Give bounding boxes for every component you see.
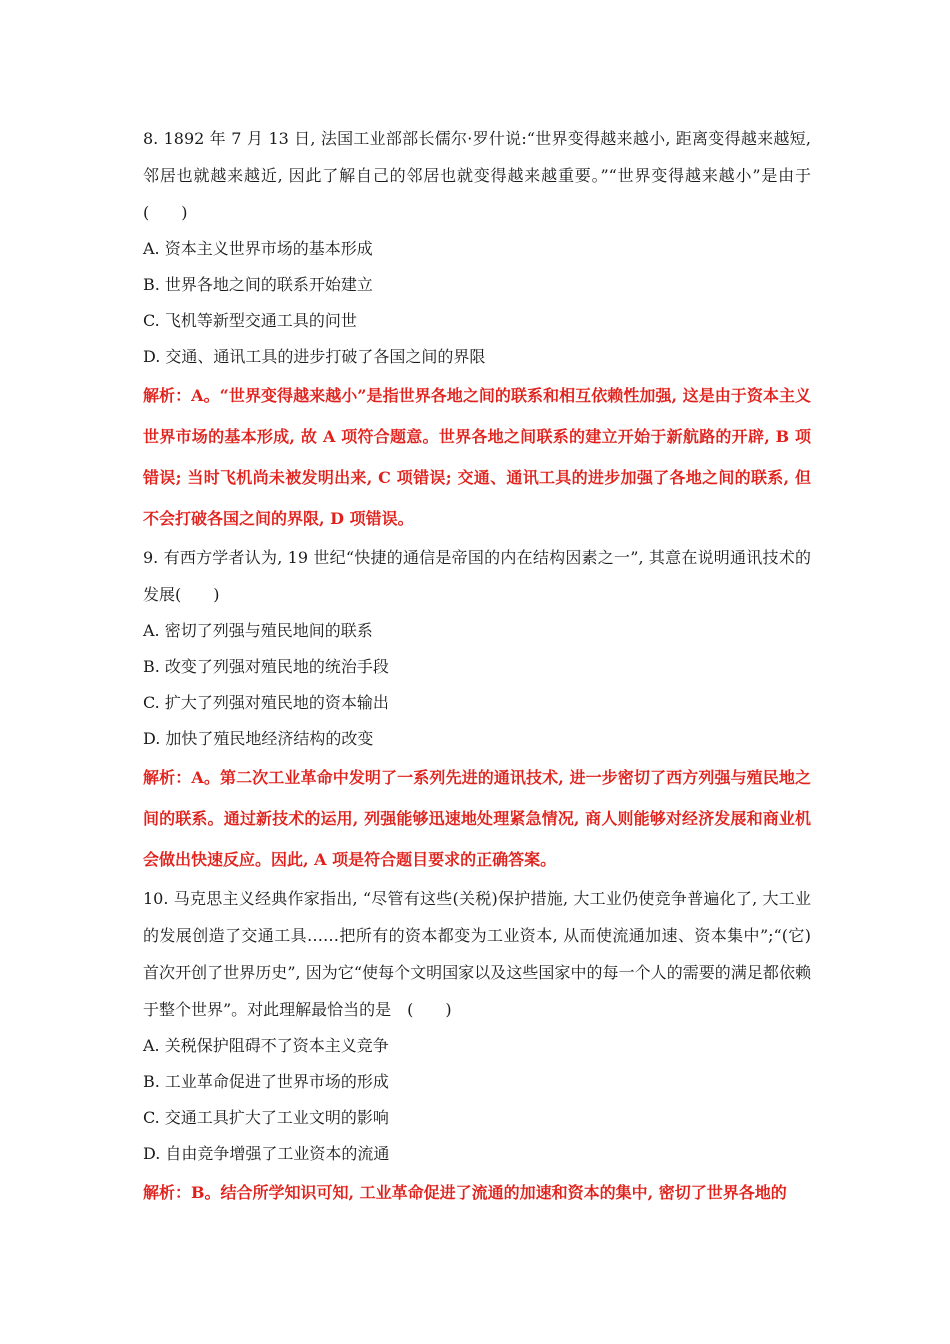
- answer-analysis-truncated: [143, 1172, 811, 1204]
- answer-analysis: 解析：A。“世界变得越来越小”是指世界各地之间的联系和相互依赖性加强, 这是由于资本主义世界市场的基本形成, 故 A 项符合题意。世界各地之间联系的建立开始于新航路的开辟, B 项错误; 当时飞机尚未被发明出来, C 项错误; 交通、通讯工具的进步加强了各地之间的联系, 但不会打破各国之间的界限, D 项错误。: [143, 386, 811, 528]
- answer-analysis: 解析：A。第二次工业革命中发明了一系列先进的通讯技术, 进一步密切了西方列强与殖民地之间的联系。通过新技术的运用, 列强能够迅速地处理紧急情况, 商人则能够对经济发展和商业机会做出快速反应。因此, A 项是符合题目要求的正确答案。: [143, 768, 811, 869]
- question-stem: 9. 有西方学者认为, 19 世纪“快捷的通信是帝国的内在结构因素之一”, 其意在说明通讯技术的发展( ): [143, 548, 811, 604]
- option-a: A. 资本主义世界市场的基本形成: [143, 239, 373, 258]
- option-d: D. 自由竞争增强了工业资本的流通: [143, 1144, 390, 1163]
- option-b: B. 改变了列强对殖民地的统治手段: [143, 657, 389, 676]
- option-a: A. 密切了列强与殖民地间的联系: [143, 621, 373, 640]
- question-10: [143, 880, 811, 1204]
- option-c: C. 交通工具扩大了工业文明的影响: [143, 1108, 389, 1127]
- question-9: [143, 539, 811, 880]
- document-page: [143, 120, 811, 1204]
- question-stem: 8. 1892 年 7 月 13 日, 法国工业部部长儒尔·罗什说:“世界变得越来越小, 距离变得越来越短, 邻居也就越来越近, 因此了解自己的邻居也就变得越来越重要。”“世界变得越来越小”是由于( ): [143, 129, 811, 222]
- option-c: C. 飞机等新型交通工具的问世: [143, 311, 357, 330]
- option-b: B. 工业革命促进了世界市场的形成: [143, 1072, 389, 1091]
- answer-analysis: 解析：B。结合所学知识可知, 工业革命促进了流通的加速和资本的集中, 密切了世界各地的: [143, 1183, 787, 1202]
- option-d: D. 加快了殖民地经济结构的改变: [143, 729, 374, 748]
- option-b: B. 世界各地之间的联系开始建立: [143, 275, 373, 294]
- question-stem: 10. 马克思主义经典作家指出, “尽管有这些(关税)保护措施, 大工业仍使竞争普遍化了, 大工业的发展创造了交通工具……把所有的资本都变为工业资本, 从而使流通加速、资本集中”;“(它)首次开创了世界历史”, 因为它“使每个文明国家以及这些国家中的每一个人的需要的满足都依赖于整个世界”。对此理解最恰当的是 ( ): [143, 889, 811, 1019]
- question-8: [143, 120, 811, 539]
- option-a: A. 关税保护阻碍不了资本主义竞争: [143, 1036, 389, 1055]
- option-c: C. 扩大了列强对殖民地的资本输出: [143, 693, 389, 712]
- option-d: D. 交通、通讯工具的进步打破了各国之间的界限: [143, 347, 486, 366]
